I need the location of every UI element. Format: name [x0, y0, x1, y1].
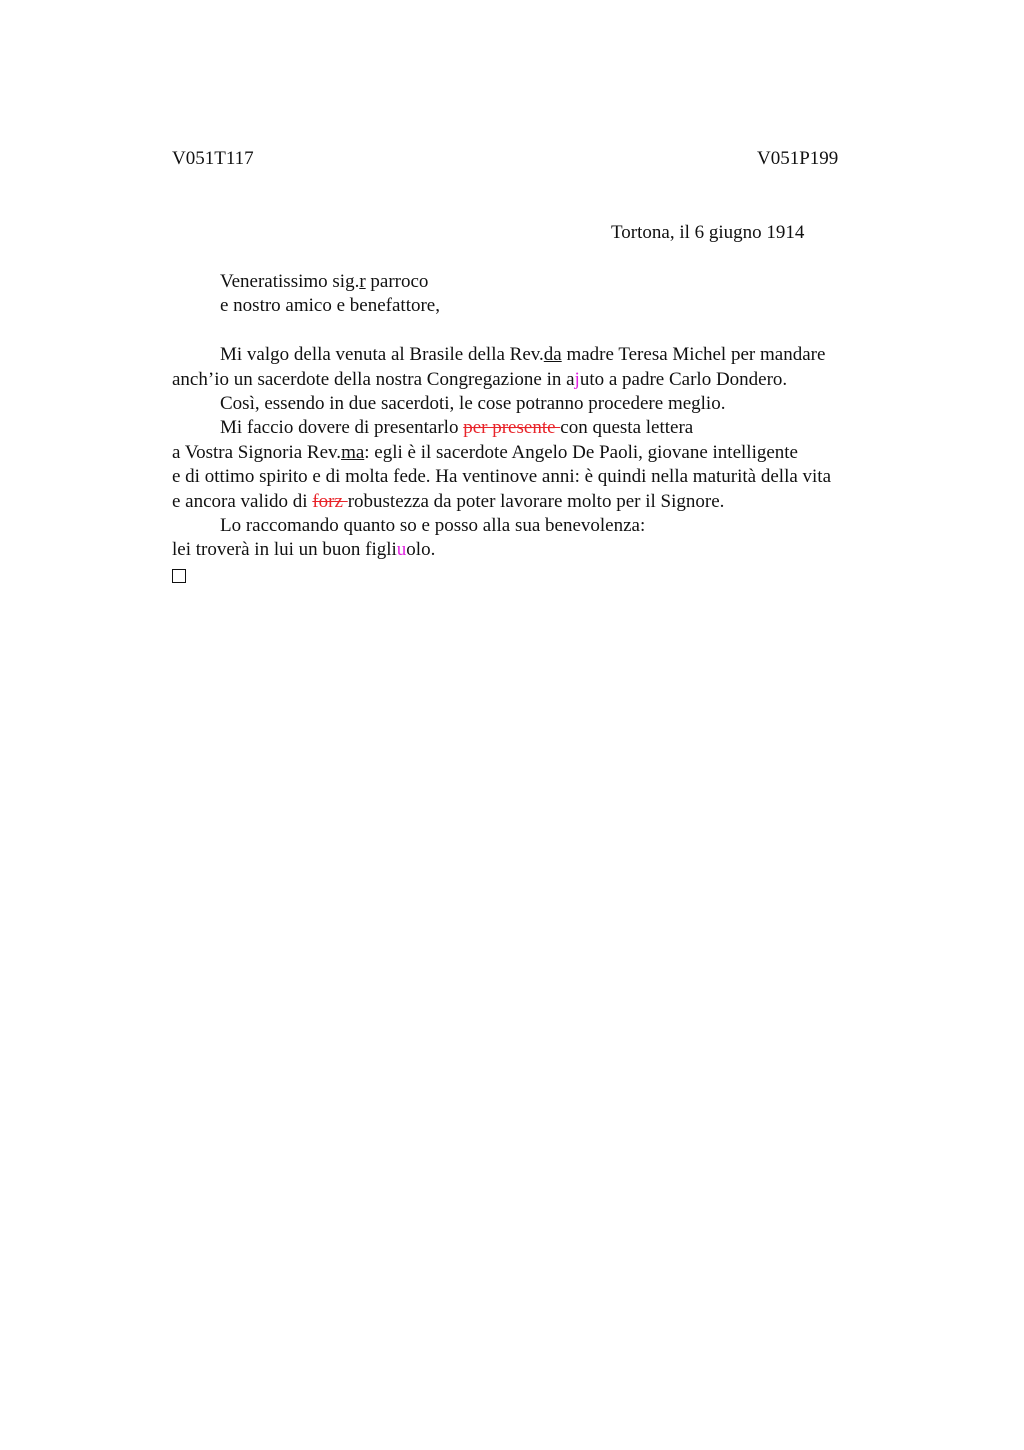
dateline: Tortona, il 6 giugno 1914: [611, 222, 805, 243]
text-segment: lei troverà in lui un buon figli: [172, 539, 397, 561]
text-segment: Veneratissimo sig.: [220, 271, 360, 292]
text-segment: Mi valgo della venuta al Brasile della Rev.: [220, 344, 544, 366]
spacer: [172, 319, 902, 343]
body-line-8: Lo raccomando quanto so e posso alla sua benevolenza:: [220, 514, 646, 536]
text-segment: robustezza da poter lavorare molto per il Signore.: [347, 490, 725, 512]
inserted-letter: j: [574, 368, 580, 390]
abbreviation-superscript: da: [543, 344, 562, 366]
text-segment: : egli è il sacerdote Angelo De Paoli, giovane intelligente: [364, 441, 798, 463]
text-segment: uto a padre Carlo Dondero.: [579, 368, 788, 390]
end-marker-line: [172, 563, 902, 587]
inserted-letter: u: [396, 539, 407, 561]
body-line-4: [172, 416, 902, 440]
letter-body: [172, 270, 902, 587]
salutation-line-1: [172, 270, 902, 294]
body-line-7: [172, 490, 902, 514]
text-segment: madre Teresa Michel per mandare: [561, 344, 826, 366]
deleted-text: per presente: [463, 417, 561, 439]
body-line-6: e di ottimo spirito e di molta fede. Ha ventinove anni: è quindi nella maturità della vita: [172, 466, 832, 488]
text-segment: anch’io un sacerdote della nostra Congregazione in a: [172, 368, 575, 390]
text-segment: Mi faccio dovere di presentarlo: [220, 417, 464, 439]
text-segment: parroco: [365, 271, 429, 292]
end-square-icon: [172, 569, 186, 583]
reference-code-left: V051T117: [172, 148, 254, 169]
salutation-line-2: e nostro amico e benefattore,: [220, 295, 440, 317]
body-line-5: [172, 441, 902, 465]
reference-code-right: V051P199: [757, 148, 839, 169]
body-line-1: [172, 343, 902, 367]
deleted-text: forz: [312, 490, 348, 512]
body-line-2: [172, 368, 902, 392]
text-segment: a Vostra Signoria Rev.: [172, 441, 342, 463]
abbreviation-superscript: ma: [341, 441, 365, 463]
abbreviation-superscript: r: [359, 271, 366, 292]
body-line-9: [172, 538, 902, 562]
body-line-3: Così, essendo in due sacerdoti, le cose potranno procedere meglio.: [220, 392, 726, 414]
text-segment: olo.: [406, 539, 436, 561]
text-segment: e ancora valido di: [172, 490, 313, 512]
text-segment: con questa lettera: [560, 417, 694, 439]
